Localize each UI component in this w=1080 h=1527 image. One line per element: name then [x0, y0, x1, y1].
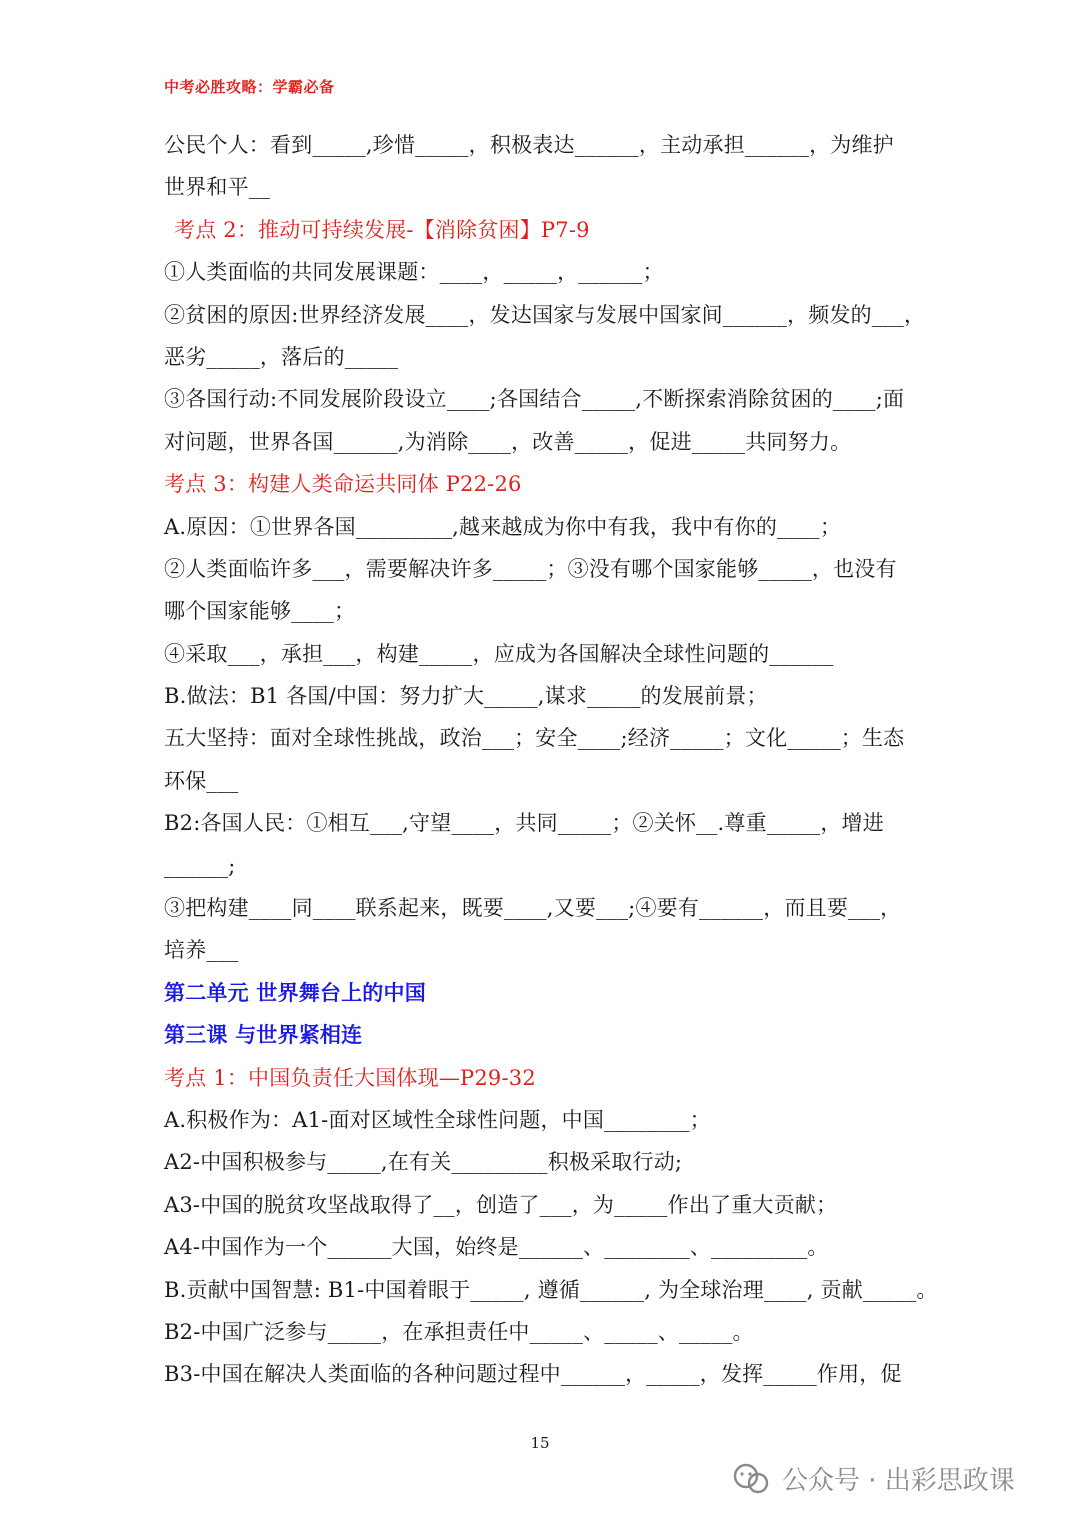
- page-number: 15: [530, 1434, 550, 1452]
- text-line: 培养___: [164, 938, 239, 963]
- text-line: ③把构建____同____联系起来，既要____,又要___;④要有______，而且要___，: [164, 896, 902, 921]
- text-line: B3-中国在解决人类面临的各种问题过程中______，_____，发挥_____作用，促: [164, 1362, 902, 1387]
- text-line: 五大坚持：面对全球性挑战，政治___；安全____;经济_____；文化_____；生态: [164, 726, 905, 751]
- text-line: 对问题，世界各国______,为消除____，改善_____，促进_____共同努力。: [164, 429, 852, 454]
- text-line: ______;: [164, 853, 236, 878]
- text-line: 恶劣_____，落后的_____: [164, 344, 399, 369]
- text-line: ①人类面临的共同发展课题：____，_____，______；: [164, 260, 664, 285]
- text-line: A3-中国的脱贫攻坚战取得了__，创造了___，为_____作出了重大贡献；: [164, 1192, 838, 1217]
- text-line: A.原因：①世界各国_________,越来越成为你中有我，我中有你的____；: [164, 514, 842, 539]
- text-line: 哪个国家能够____；: [164, 599, 356, 624]
- text-line: B.做法：B1 各国/中国：努力扩大_____,谋求_____的发展前景；: [164, 684, 768, 709]
- text-line: 环保___: [164, 768, 239, 793]
- watermark: [732, 1460, 1015, 1497]
- watermark-text: 公众号 · 出彩思政课: [782, 1466, 1015, 1496]
- section-heading: 考点 2：推动可持续发展-【消除贫困】P7-9: [174, 217, 590, 242]
- text-line: A4-中国作为一个______大国，始终是______、________、_________。: [164, 1235, 829, 1260]
- document-body: [164, 124, 938, 1396]
- unit-heading: 第三课 与世界紧相连: [164, 1022, 363, 1048]
- document-header: 中考必胜攻略：学霸必备: [164, 78, 335, 96]
- text-line: 世界和平__: [164, 175, 271, 200]
- text-line: B.贡献中国智慧: B1-中国着眼于_____, 遵循______, 为全球治理____, 贡献_____。: [164, 1277, 938, 1302]
- text-line: ②人类面临许多___，需要解决许多_____；③没有哪个国家能够_____，也没有: [164, 556, 897, 581]
- text-line: B2-中国广泛参与_____，在承担责任中_____、_____、_____。: [164, 1319, 754, 1344]
- section-heading: 考点 1：中国负责任大国体现—P29-32: [164, 1065, 536, 1090]
- text-line: 公民个人：看到_____,珍惜_____，积极表达______，主动承担______，为维护: [164, 133, 894, 157]
- wechat-official-account-icon: [732, 1462, 772, 1496]
- text-line: ②贫困的原因:世界经济发展____，发达国家与发展中国家间______，频发的___，: [164, 302, 926, 327]
- section-heading: 考点 3：构建人类命运共同体 P22-26: [164, 472, 522, 497]
- text-line: ④采取___，承担___，构建_____，应成为各国解决全球性问题的______: [164, 641, 834, 666]
- text-line: A2-中国积极参与_____,在有关_________积极采取行动;: [164, 1150, 683, 1175]
- text-line: B2:各国人民：①相互___,守望____，共同_____；②关怀__.尊重_____，增进: [164, 811, 884, 836]
- text-line: A.积极作为：A1-面对区域性全球性问题，中国________；: [164, 1107, 711, 1132]
- unit-heading: 第二单元 世界舞台上的中国: [164, 979, 426, 1005]
- text-line: ③各国行动:不同发展阶段设立____;各国结合_____,不断探索消除贫困的____;面: [164, 387, 905, 412]
